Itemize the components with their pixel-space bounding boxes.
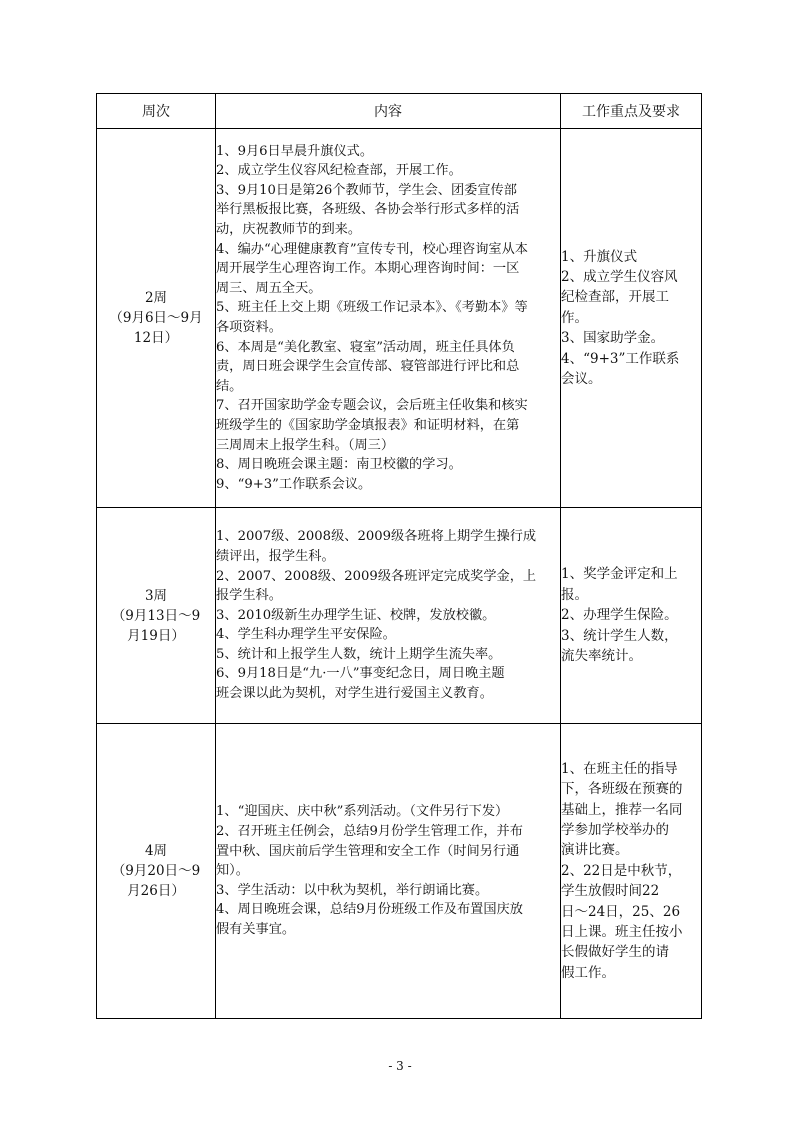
content-line: 4、周日晚班会课，总结9月份班级工作及布置国庆放 [216, 902, 523, 918]
focus-line: 下，各班级在预赛的 [561, 781, 683, 798]
focus-line: 2、22日是中秋节， [561, 862, 682, 879]
content-line: 结。 [216, 378, 243, 394]
week-cell [97, 129, 216, 508]
content-line: 7、召开国家助学金专题会议，会后班主任收集和核实 [216, 398, 528, 414]
header-week: 周次 [97, 94, 216, 129]
focus-line: 演讲比赛。 [561, 842, 629, 859]
content-line: 周三、周五全天。 [216, 280, 322, 296]
week-line: 12日） [133, 330, 179, 346]
focus-cell [561, 724, 702, 1019]
schedule-table [96, 93, 702, 1019]
focus-line: 假工作。 [561, 964, 615, 981]
week-line: 月19日） [127, 627, 185, 644]
content-line: 知）。 [216, 863, 249, 879]
focus-line: 报。 [561, 586, 588, 603]
content-line: 1、2007级、2008级、2009级各班将上期学生操行成 [216, 529, 537, 545]
week-line: 3周 [144, 587, 168, 604]
content-line: 6、本周是“美化教室、寝室”活动周，班主任具体负 [216, 339, 515, 355]
content-line: 责，周日班会课学生会宣传部、寝管部进行评比和总 [216, 359, 520, 375]
focus-line: 会议。 [561, 371, 602, 388]
focus-line: 3、国家助学金。 [561, 330, 665, 347]
focus-line: 学生放假时间22 [561, 883, 660, 900]
focus-line: 4、“9+3”工作联系 [561, 350, 680, 367]
focus-line: 流失率统计。 [561, 648, 642, 665]
content-line: 3、学生活动：以中秋为契机，举行朗诵比赛。 [216, 882, 489, 898]
week-cell [97, 508, 216, 724]
content-line: 1、“迎国庆、庆中秋”系列活动。（文件另行下发） [216, 804, 509, 820]
header-content: 内容 [216, 94, 561, 129]
content-line: 2、成立学生仪容风纪检查部，开展工作。 [216, 163, 462, 179]
content-cell [216, 129, 561, 508]
content-line: 班会课以此为契机，对学生进行爱国主义教育。 [216, 686, 493, 702]
focus-line: 2、成立学生仪容风 [561, 268, 678, 285]
content-line: 班级学生的《国家助学金填报表》和证明材料，在第 [216, 417, 520, 433]
content-line: 周开展学生心理咨询工作。本期心理咨询时间：一区 [216, 261, 520, 277]
content-line: 置中秋、国庆前后学生管理和安全工作（时间另行通 [216, 843, 520, 859]
focus-line: 1、在班主任的指导 [561, 760, 678, 777]
week-line: （9月6日～9月 [109, 310, 203, 326]
focus-cell [561, 129, 702, 508]
content-line: 举行黑板报比赛，各班级、各协会举行形式多样的活 [216, 202, 520, 218]
focus-line: 纪检查部，开展工 [561, 289, 669, 306]
week-line: 月26日） [127, 883, 185, 899]
content-line: 2、召开班主任例会，总结9月份学生管理工作，并布 [216, 824, 523, 840]
content-line: 假有关事宜。 [216, 921, 296, 937]
content-line: 3、2010级新生办理学生证、校牌，发放校徽。 [216, 607, 496, 623]
focus-cell [561, 508, 702, 724]
focus-line: 1、升旗仪式 [561, 248, 638, 265]
focus-line: 2、办理学生保险。 [561, 607, 678, 624]
focus-line: 作。 [561, 309, 588, 326]
content-cell [216, 508, 561, 724]
content-line: 4、编办“心理健康教育”宣传专刊，校心理咨询室从本 [216, 241, 528, 257]
content-line: 6、9月18日是“九·一八”事变纪念日，周日晚主题 [216, 666, 505, 682]
content-line: 2、2007、2008级、2009级各班评定完成奖学金，上 [216, 568, 537, 584]
page-number: - 3 - [388, 1059, 412, 1073]
content-line: 4、学生科办理学生平安保险。 [216, 627, 396, 643]
focus-line: 基础上，推荐一名同 [561, 801, 683, 818]
content-line: 1、9月6日早晨升旗仪式。 [216, 143, 374, 159]
focus-line: 日～24日，25、26 [561, 903, 681, 920]
week-line: （9月20日～9 [111, 863, 201, 879]
table-row [97, 724, 702, 1019]
week-line: （9月13日～9 [111, 607, 201, 624]
content-line: 5、班主任上交上期《班级工作记录本》、《考勤本》等 [216, 300, 528, 316]
week-cell [97, 724, 216, 1019]
content-line: 动，庆祝教师节的到来。 [216, 222, 362, 238]
content-line: 5、统计和上报学生人数，统计上期学生流失率。 [216, 646, 502, 662]
header-focus: 工作重点及要求 [561, 94, 702, 129]
focus-line: 3、统计学生人数， [561, 627, 678, 644]
content-line: 报学生科。 [216, 588, 282, 604]
header-row [97, 94, 702, 129]
content-line: 8、周日晚班会课主题：南卫校徽的学习。 [216, 457, 462, 473]
focus-line: 长假做好学生的请 [561, 944, 669, 961]
content-line: 三周周末上报学生科。（周三） [216, 437, 395, 453]
week-line: 2周 [144, 290, 168, 306]
content-line: 3、9月10日是第26个教师节，学生会、团委宣传部 [216, 182, 517, 198]
content-cell [216, 724, 561, 1019]
table-row [97, 508, 702, 724]
table-row [97, 129, 702, 508]
content-line: 9、“9+3”工作联系会议。 [216, 476, 372, 492]
content-line: 绩评出，报学生科。 [216, 548, 335, 564]
focus-line: 学参加学校举办的 [561, 821, 669, 838]
content-line: 各项资料。 [216, 320, 282, 335]
focus-line: 日上课。班主任按小 [561, 924, 683, 941]
week-line: 4周 [144, 843, 168, 859]
focus-line: 1、奖学金评定和上 [561, 566, 678, 583]
